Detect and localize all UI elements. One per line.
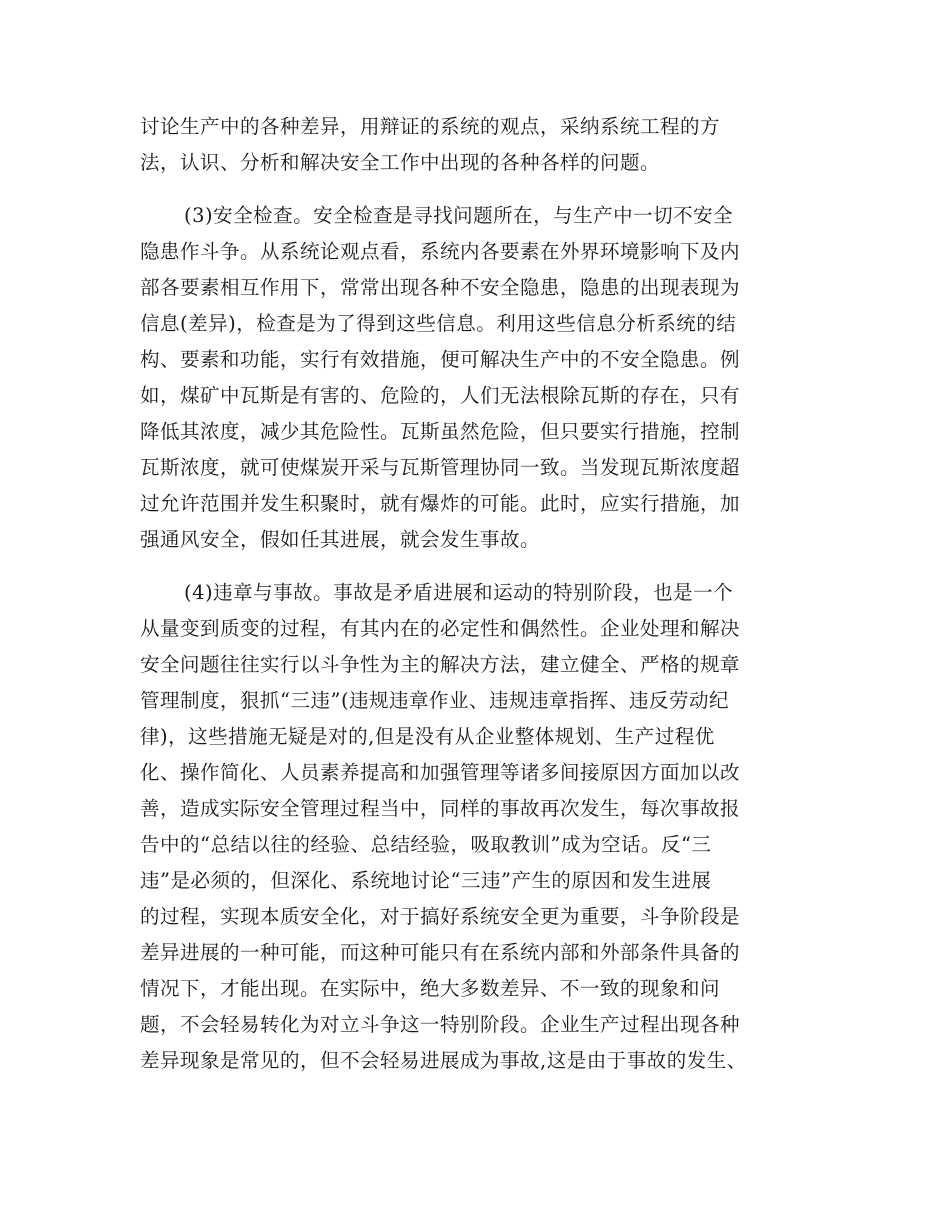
text-line: 构、要素和功能，实行有效措施，便可解决生产中的不安全隐患。例 [140, 348, 741, 371]
text-line: 告中的“总结以往的经验、总结经验，吸取教训”成为空话。反“三 [140, 833, 712, 856]
text-line: 差异现象是常见的，但不会轻易进展成为事故,这是由于事故的发生、 [140, 1049, 747, 1072]
text-line: 瓦斯浓度，就可使煤炭开采与瓦斯管理协同一致。当发现瓦斯浓度超 [140, 456, 741, 479]
text-line: 如，煤矿中瓦斯是有害的、危险的，人们无法根除瓦斯的存在，只有 [140, 384, 741, 407]
text-line: 强通风安全，假如任其进展，就会发生事故。 [140, 528, 541, 551]
text-line: 的过程，实现本质安全化，对于搞好系统安全更为重要，斗争阶段是 [140, 905, 741, 928]
text-line: (4)违章与事故。事故是矛盾进展和运动的特别阶段，也是一个 [184, 581, 734, 604]
text-line: 化、操作简化、人员素养提高和加强管理等诸多间接原因方面加以改 [140, 761, 741, 784]
text-line: 信息(差异)，检查是为了得到这些信息。利用这些信息分析系统的结 [140, 312, 737, 335]
text-line: 法，认识、分析和解决安全工作中出现的各种各样的问题。 [140, 151, 661, 174]
text-line: 过允许范围并发生积聚时，就有爆炸的可能。此时，应实行措施，加 [140, 492, 741, 515]
text-line: 安全问题往往实行以斗争性为主的解决方法，建立健全、严格的规章 [140, 653, 741, 676]
text-line: 从量变到质变的过程，有其内在的必定性和偶然性。企业处理和解决 [140, 617, 741, 640]
text-line: 违”是必须的，但深化、系统地讨论“三违”产生的原因和发生进展 [140, 869, 712, 892]
text-line: 隐患作斗争。从系统论观点看，系统内各要素在外界环境影响下及内 [140, 240, 741, 263]
text-line: 部各要素相互作用下，常常出现各种不安全隐患，隐患的出现表现为 [140, 276, 741, 299]
text-line: 善，造成实际安全管理过程当中，同样的事故再次发生，每次事故报 [140, 797, 741, 820]
text-line: 讨论生产中的各种差异，用辩证的系统的观点，采纳系统工程的方 [140, 115, 721, 138]
text-line: 律)，这些措施无疑是对的,但是没有从企业整体规划、生产过程优 [140, 725, 715, 748]
text-line: (3)安全检查。安全检查是寻找问题所在，与生产中一切不安全 [184, 204, 734, 227]
text-line: 题，不会轻易转化为对立斗争这一特别阶段。企业生产过程出现各种 [140, 1013, 741, 1036]
text-line: 管理制度，狠抓“三违”(违规违章作业、违规违章指挥、违反劳动纪 [140, 689, 730, 712]
text-line: 情况下，才能出现。在实际中，绝大多数差异、不一致的现象和问 [140, 977, 721, 1000]
text-line: 降低其浓度，减少其危险性。瓦斯虽然危险，但只要实行措施，控制 [140, 420, 741, 443]
text-line: 差异进展的一种可能，而这种可能只有在系统内部和外部条件具备的 [140, 941, 741, 964]
